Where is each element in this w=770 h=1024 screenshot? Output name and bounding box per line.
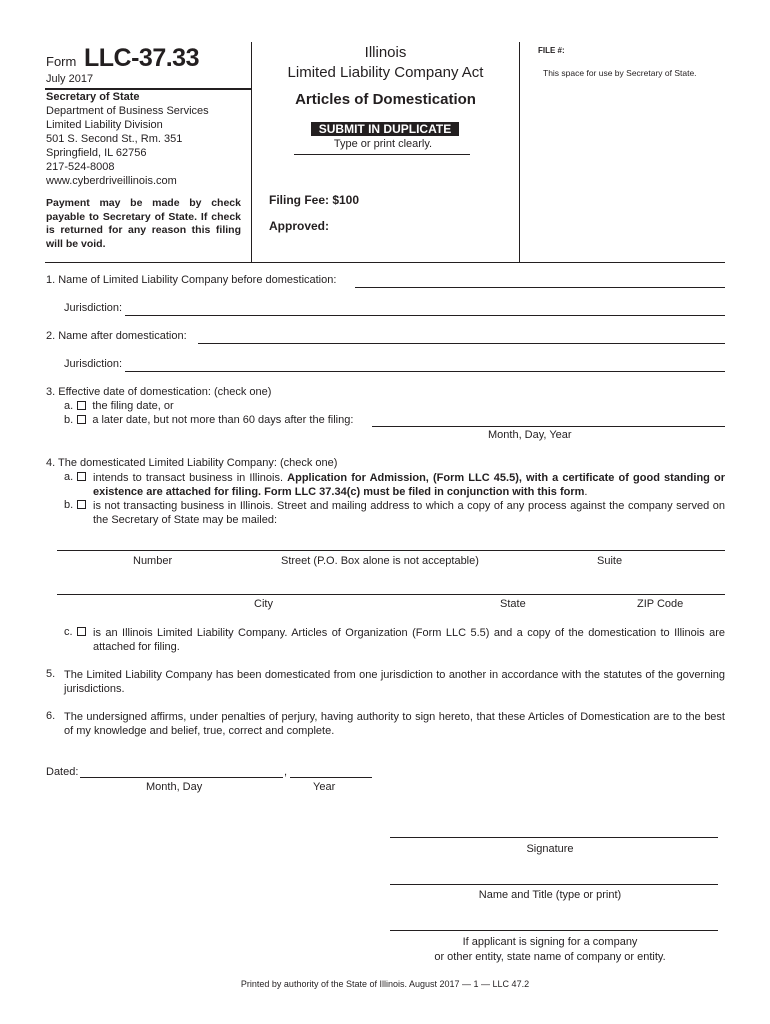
jurisdiction-label-2: Jurisdiction: — [64, 358, 123, 370]
q4b-text: is not transacting business in Illinois. Street and mailing address to which a copy of any process against the company served on the Secretary of State may be mailed: — [93, 500, 725, 526]
address-line: 501 S. Second St., Rm. 351 — [46, 133, 183, 145]
city-state-zip-field[interactable] — [57, 594, 725, 595]
name-before-field[interactable] — [355, 287, 725, 288]
header-divider-right — [519, 42, 520, 262]
office-title: Secretary of State — [46, 91, 140, 103]
header-rule — [45, 88, 251, 90]
office-address — [46, 104, 209, 188]
month-day-caption: Month, Day — [146, 781, 203, 793]
q1-label: 1. Name of Limited Liability Company before domestication: — [46, 274, 337, 286]
signature-field[interactable] — [390, 837, 718, 838]
q6-text: The undersigned affirms, under penalties of perjury, having authority to sign hereto, that these Articles of Domestication are to the best of my knowledge and belief, true, correct and complete. — [64, 711, 725, 737]
year-caption: Year — [313, 781, 336, 793]
q2-label: 2. Name after domestication: — [46, 330, 187, 342]
q4c-prefix-group — [64, 626, 89, 638]
q3a-prefix: a. — [64, 400, 74, 412]
q3b-text: a later date, but not more than 60 days after the filing: — [92, 414, 354, 426]
name-title-caption: Name and Title (type or print) — [478, 889, 622, 901]
q3-label: 3. Effective date of domestication: (check one) — [46, 386, 272, 398]
dated-comma: , — [284, 766, 288, 778]
name-after-field[interactable] — [198, 343, 725, 344]
jurisdiction-after-field[interactable] — [125, 371, 725, 372]
q4a-text-block — [93, 471, 725, 499]
q3a-checkbox[interactable] — [77, 401, 86, 410]
submit-duplicate-badge: SUBMIT IN DUPLICATE — [311, 122, 459, 136]
company-caption-1: If applicant is signing for a company — [462, 936, 638, 948]
address-line: Springfield, IL 62756 — [46, 147, 147, 159]
address-line: www.cyberdriveillinois.com — [46, 175, 177, 187]
addr-suite-caption: Suite — [597, 555, 623, 567]
q4a-bold-text: Application for Admission, (Form LLC 45.5), with a certificate of good standing or existence are attached for filing. Form LLC 37.34(c) must be filed in conjunction with this form — [93, 472, 726, 498]
q3a-text: the filing date, or — [92, 400, 174, 412]
q4a-text: intends to transact business in Illinois. — [93, 472, 284, 484]
q4a-end: . — [584, 486, 588, 498]
later-date-field[interactable] — [372, 426, 725, 427]
file-number-label: FILE #: — [538, 46, 565, 55]
address-line: Department of Business Services — [46, 105, 209, 117]
q4b-checkbox[interactable] — [77, 500, 86, 509]
act-name: Limited Liability Company Act — [287, 64, 484, 81]
q3a-option — [64, 400, 174, 412]
q3b-prefix: b. — [64, 414, 74, 426]
article-title: Articles of Domestication — [295, 91, 476, 108]
company-caption-2: or other entity, state name of company or entity. — [434, 951, 666, 963]
address-line: 217-524-8008 — [46, 161, 115, 173]
addr-street-caption: Street (P.O. Box alone is not acceptable) — [281, 555, 479, 567]
state-name: Illinois — [364, 44, 407, 61]
type-print-rule — [294, 154, 470, 155]
q6-number: 6. — [46, 710, 56, 722]
addr-city-caption: City — [254, 598, 273, 610]
q4b-prefix: b. — [64, 499, 74, 511]
form-word: Form — [46, 54, 77, 69]
footer-text: Printed by authority of the State of Illinois. August 2017 — 1 — LLC 47.2 — [240, 979, 530, 989]
filing-fee: Filing Fee: $100 — [269, 193, 360, 207]
addr-state-caption: State — [500, 598, 526, 610]
form-date: July 2017 — [46, 73, 94, 85]
address-line: Limited Liability Division — [46, 119, 163, 131]
q4c-text: is an Illinois Limited Liability Company. Articles of Organization (Form LLC 5.5) and a copy of the domestication to Illinois are attached for filing. — [93, 627, 725, 653]
dated-label: Dated: — [46, 766, 79, 778]
q4-label: 4. The domesticated Limited Liability Company: (check one) — [46, 457, 338, 469]
q4c-prefix: c. — [64, 626, 73, 638]
type-print-note: Type or print clearly. — [333, 138, 433, 150]
name-title-field[interactable] — [390, 884, 718, 885]
company-name-field[interactable] — [390, 930, 718, 931]
dated-year-field[interactable] — [290, 777, 372, 778]
form-number: LLC-37.33 — [84, 44, 199, 72]
q4a-checkbox[interactable] — [77, 472, 86, 481]
q4c-checkbox[interactable] — [77, 627, 86, 636]
jurisdiction-label-1: Jurisdiction: — [64, 302, 123, 314]
dated-month-day-field[interactable] — [80, 777, 283, 778]
q4b-prefix-group — [64, 499, 89, 511]
signature-caption: Signature — [526, 843, 574, 855]
header-bottom-rule — [45, 262, 725, 263]
q4a-prefix: a. — [64, 471, 74, 483]
payment-note: Payment may be made by check payable to Secretary of State. If check is returned for any reason this filing will be void. — [46, 197, 241, 250]
q5-number: 5. — [46, 668, 56, 680]
addr-zip-caption: ZIP Code — [637, 598, 684, 610]
q4a-prefix-group — [64, 471, 89, 483]
q3b-option — [64, 414, 353, 426]
month-day-year-caption: Month, Day, Year — [488, 429, 572, 441]
approved-label: Approved: — [269, 219, 329, 233]
addr-number-caption: Number — [133, 555, 173, 567]
q3b-checkbox[interactable] — [77, 415, 86, 424]
jurisdiction-before-field[interactable] — [125, 315, 725, 316]
street-address-field[interactable] — [57, 550, 725, 551]
q5-text: The Limited Liability Company has been domesticated from one jurisdiction to another in accordance with the statutes of the governing jurisdictions. — [64, 669, 725, 695]
sos-space-note: This space for use by Secretary of State. — [543, 68, 697, 78]
